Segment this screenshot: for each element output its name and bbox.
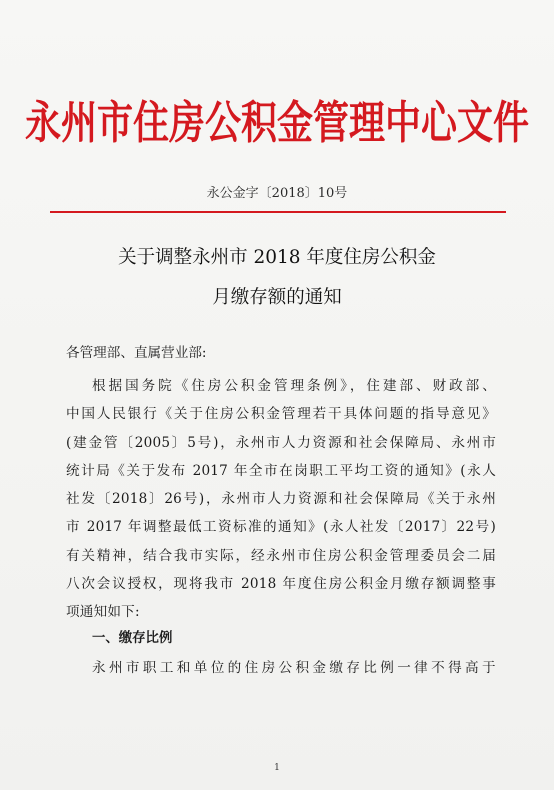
- paragraph-line: 统计局《关于发布 2017 年全市在岗职工平均工资的通知》(永人: [66, 462, 496, 479]
- section-heading: 一、缴存比例: [92, 631, 173, 646]
- issuing-organization-title: 永州市住房公积金管理中心文件: [24, 98, 529, 150]
- paragraph-line: 项通知如下:: [66, 604, 140, 621]
- paragraph-line: 八次会议授权，现将我市 2018 年度住房公积金月缴存额调整事: [66, 576, 496, 593]
- body-paragraph: [66, 374, 496, 629]
- red-divider-line: [50, 211, 506, 213]
- paragraph-line: 市 2017 年调整最低工资标准的通知》(永人社发〔2017〕22号): [66, 519, 496, 536]
- paragraph-line: 根据国务院《住房公积金管理条例》，住建部、财政部、: [92, 378, 496, 394]
- notice-title-line-1: 关于调整永州市 2018 年度住房公积金: [118, 247, 436, 268]
- section-text: 永州市职工和单位的住房公积金缴存比例一律不得高于: [92, 660, 496, 676]
- paragraph-line: 中国人民银行《关于住房公积金管理若干具体问题的指导意见》: [66, 406, 496, 423]
- paragraph-line: 社发〔2018〕26号)，永州市人力资源和社会保障局《关于永州: [66, 491, 496, 508]
- paragraph-line: (建金管〔2005〕5号)，永州市人力资源和社会保障局、永州市: [66, 434, 496, 451]
- notice-title-line-2: 月缴存额的通知: [212, 287, 342, 308]
- salutation: 各管理部、直属营业部:: [66, 345, 207, 361]
- paragraph-line: 有关精神，结合我市实际，经永州市住房公积金管理委员会二届: [66, 547, 496, 564]
- document-number: 永公金字〔2018〕10号: [206, 186, 348, 201]
- page-number: 1: [274, 763, 280, 773]
